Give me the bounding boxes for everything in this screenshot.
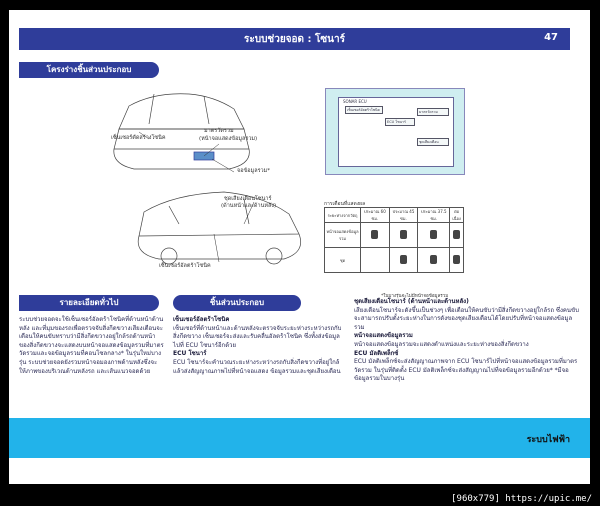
display-text: หน้าจอแสดงข้อมูลรวมจะแสดงตำแหน่งและระยะห่างของสิ่งกีดขวาง (354, 340, 529, 348)
page-footer (9, 418, 590, 458)
sound-wave-icon (400, 255, 407, 264)
ecu-title: ECU โซนาร์ (173, 350, 207, 358)
car-display-icon (453, 230, 460, 239)
car-display-icon (400, 230, 407, 239)
multiplex-title: ECU มัลติเพล็กซ์ (354, 349, 399, 357)
table-header-cell: ประมาณ 37.5 ซม. (418, 208, 450, 223)
sensor-title: เซ็นเซอร์อัลตร้าโซนิค (173, 316, 230, 323)
meter-label-2: (หน้าจอแสดงข้อมูลรวม) (199, 136, 258, 142)
manual-page (9, 10, 590, 484)
car-display-icon (430, 230, 437, 239)
car-display-icon (371, 230, 378, 239)
table-note: *ในบางรุ่นจะไม่มีหน้าจอข้อมูลรวม (381, 294, 449, 299)
section-parts-heading: ชิ้นส่วนประกอบ (173, 295, 301, 311)
page-title: ระบบช่วยจอด : โซนาร์ (243, 34, 345, 45)
display-title: หน้าจอแสดงข้อมูลรวม (354, 332, 413, 340)
system-diagram (325, 88, 465, 175)
page-number: 47 (544, 32, 558, 43)
multiplex-text: ECU มัลติเพล็กซ์จะส่งสัญญาณภาพจาก ECU โซนาร์ไปที่หน้าจอแสดงข้อมูลรวมที่มาตรวัดรวม ในรุ่นที่ติดตั้ง ECU มัลติเพล็กซ์จะส่งสัญญาณไปที่จอข้อมูลรวมอีกด้วย* *มีจอข้อมูลรวมในบางรุ่น (354, 358, 578, 383)
diagram-box-meter: มาตรวัดรวม (417, 108, 449, 116)
overview-text: ระบบช่วยจอดจะใช้เซ็นเซอร์อัลตร้าโซนิคที่ด้านหน้าด้านหลัง และที่มุมของรถเพื่อตรวจจับสิ่งกีดขวางเสียงเตือนจะเตือนให้คนขับทราบว่ามีสิ่งกีดขวางอยู่ใกล้รถด้านหน้าของสิ่งกีดขวางจะแสดงบนหน้าจอแสดงข้อมูลรวมที่มาตรวัดรวมและจอข้อมูลรวมที่คอนโซลกลาง* ในรุ่นใหม่บางรุ่น ระบบช่วยจอดยังรวมหน้าจอมองภาพด้านหลังซึ่งจะให้ภาพของบริเวณด้านหลังรถ และเส้นแนวจอดด้วย (19, 316, 164, 375)
table-row (325, 223, 464, 248)
section-components-heading: โครงร่างชิ้นส่วนประกอบ (19, 62, 159, 78)
diagram-box-ecu: ECU โซนาร์ (385, 118, 415, 126)
table-row (325, 208, 464, 223)
sensor-text: เซ็นเซอร์ที่ด้านหน้าและด้านหลังจะตรวจจับระยะห่างระหว่างรถกับสิ่งกีดขวาง เซ็นเซอร์จะส่งและรับคลื่นอัลตร้าโซนิค ซึ่งทั้งส่งข้อมูลไปที่ ECU โซนาร์อีกด้วย (173, 324, 342, 349)
table-header-cell: ประมาณ 45 ซม. (389, 208, 418, 223)
buzzer-text: เสียงเตือนโซนาร์จะดังขึ้นเป็นช่วงๆ เพื่อเตือนให้คนขับว่ามีสิ่งกีดขวางอยู่ใกล้รถ ซึ่งคนขับจะสามารถปรับตั้งระยะห่างในการดังของชุดเสียงเตือนได้โดยปรับที่หน้าจอแสดงข้อมูลรวม (354, 306, 579, 331)
parts-column-left (173, 316, 343, 376)
ecu-label: จอข้อมูลรวม* (237, 168, 271, 174)
section-overview-heading: รายละเอียดทั่วไป (19, 295, 159, 311)
buzzer-label-1: ชุดเสียงเตือนโซนาร์ (224, 196, 272, 202)
diagram-panel (338, 97, 454, 167)
car-illustration (94, 84, 324, 274)
ecu-text: ECU โซนาร์จะคำนวณระยะห่างระหว่างรถกับสิ่งกีดขวางที่อยู่ใกล้ แล้วส่งสัญญาณภาพไปที่หน้าจอแสดง ข้อมูลรวมและชุดเสียงเตือน (173, 358, 341, 375)
buzzer-label-2: (ด้านหน้าและด้านหลัง) (221, 203, 277, 209)
buzzer-title: ชุดเสียงเตือนโซนาร์ (ด้านหน้าและด้านหลัง) (354, 298, 469, 305)
parts-column-right (354, 298, 579, 384)
sound-wave-icon (453, 255, 460, 264)
row-label: หน้าจอแสดงข้อมูลรวม (325, 223, 361, 248)
row-label: ชุด (325, 248, 361, 273)
indicator-table-title: การเตือนที่แสดงผล (324, 201, 366, 207)
watermark: [960x779] https://upic.me/ (451, 494, 592, 504)
diagram-box-buzzer: ชุดเสียงเตือน (417, 138, 449, 146)
footer-label: ระบบไฟฟ้า (526, 435, 570, 445)
diagram-title: SONAR ECU (343, 99, 367, 104)
meter-label-1: มาตรวัดรวม (204, 128, 234, 134)
rear-sensor-label: เซ็นเซอร์อัลตร้าโซนิค (159, 263, 211, 269)
table-header-cell: ระยะห่างจากวัตถุ (325, 208, 361, 223)
table-row (325, 248, 464, 273)
sound-wave-icon (430, 255, 437, 264)
front-sensor-label: เซ็นเซอร์ตัดสร้างโซนิค (111, 135, 166, 141)
diagram-box-sensor: เซ็นเซอร์อัลตร้าโซนิค (345, 106, 383, 114)
table-header-cell: ประมาณ 60 ซม. (361, 208, 390, 223)
table-header-cell: ต่อเนื่อง (450, 208, 464, 223)
indicator-table (324, 207, 464, 273)
page-header (19, 28, 570, 50)
